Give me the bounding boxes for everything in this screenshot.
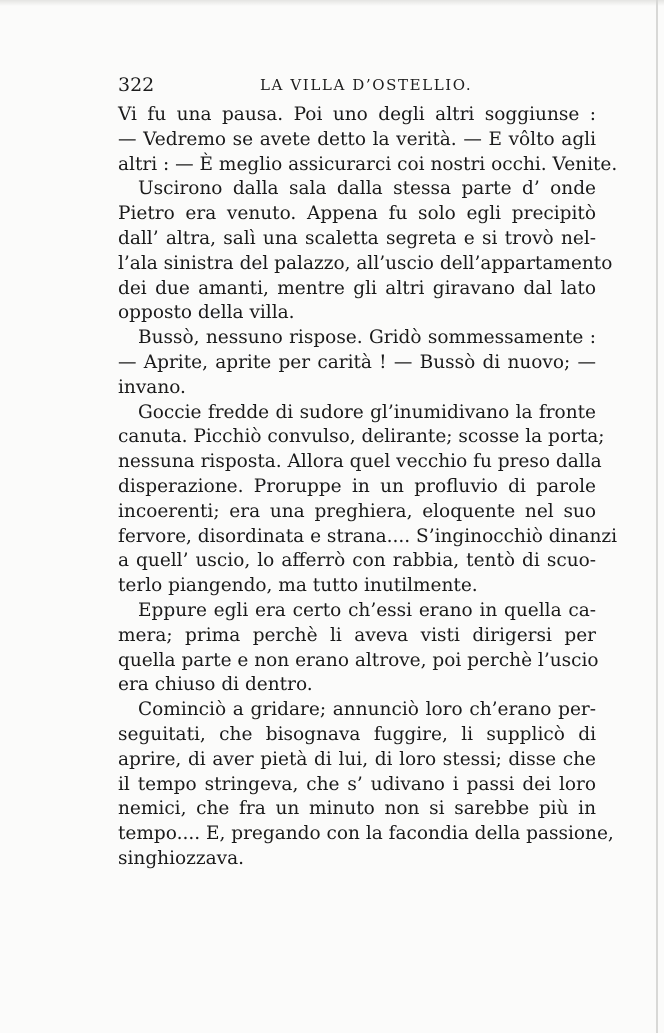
text-line: tempo.... E, pregando con la facondia della passione, <box>118 823 614 845</box>
text-line: altri : — È meglio assicurarci coi nostri occhi. Venite. <box>118 153 618 175</box>
text-line: fervore, disordinata e strana.... S’inginocchiò dinanzi <box>118 525 618 547</box>
text-line: era chiuso di dentro. <box>118 674 313 696</box>
text-line: invano. <box>118 376 186 398</box>
text-line: Bussò, nessuno rispose. Gridò sommessamente : <box>138 327 596 349</box>
text-line: mera; prima perchè li aveva visti dirigersi per <box>118 624 596 646</box>
scan-top-shade <box>0 0 664 6</box>
text-line: opposto della villa. <box>118 302 295 324</box>
text-line: nessuna risposta. Allora quel vecchio fu preso dalla <box>118 451 602 473</box>
page-edge <box>656 0 658 1033</box>
body-text <box>118 103 618 872</box>
text-line: singhiozzava. <box>118 847 245 869</box>
page-header <box>118 74 596 98</box>
text-line: disperazione. Proruppe in un profluvio di parole <box>118 475 596 497</box>
text-line: dall’ altra, salì una scaletta segreta e si trovò nel- <box>118 227 596 249</box>
text-line: Goccie fredde di sudore gl’inumidivano la fronte <box>138 401 596 423</box>
text-line: terlo piangendo, ma tutto inutilmente. <box>118 575 478 597</box>
text-line: Uscirono dalla sala dalla stessa parte d’ onde <box>138 178 596 200</box>
text-line: il tempo stringeva, che s’ udivano i passi dei loro <box>118 773 596 795</box>
text-line: l’ala sinistra del palazzo, all’uscio dell’appartamento <box>118 252 613 274</box>
text-line: incoerenti; era una preghiera, eloquente nel suo <box>118 500 596 522</box>
text-line: Eppure egli era certo ch’essi erano in quella ca- <box>138 599 596 621</box>
text-line: — Aprite, aprite per carità ! — Bussò di nuovo; — <box>118 351 596 373</box>
text-line: Pietro era venuto. Appena fu solo egli precipitò <box>118 203 596 225</box>
text-line: seguitati, che bisognava fuggire, li supplicò di <box>118 723 596 745</box>
text-line: — Vedremo se avete detto la verità. — E vôlto agli <box>118 128 596 150</box>
text-line: Vi fu una pausa. Poi uno degli altri soggiunse : <box>118 104 596 125</box>
running-title: LA VILLA D’OSTELLIO. <box>260 76 473 94</box>
text-line: Cominciò a gridare; annunciò loro ch’erano per- <box>138 699 596 721</box>
text-line: quella parte e non erano altrove, poi perchè l’uscio <box>118 649 599 671</box>
text-line: canuta. Picchiò convulso, delirante; scosse la porta; <box>118 426 605 448</box>
text-line: dei due amanti, mentre gli altri giravano dal lato <box>118 277 596 299</box>
page-number: 322 <box>118 74 155 96</box>
text-line: a quell’ uscio, lo afferrò con rabbia, tentò di scuo- <box>118 550 596 572</box>
text-line: aprire, di aver pietà di lui, di loro stessi; disse che <box>118 748 596 770</box>
text-line: nemici, che fra un minuto non si sarebbe più in <box>118 798 596 820</box>
